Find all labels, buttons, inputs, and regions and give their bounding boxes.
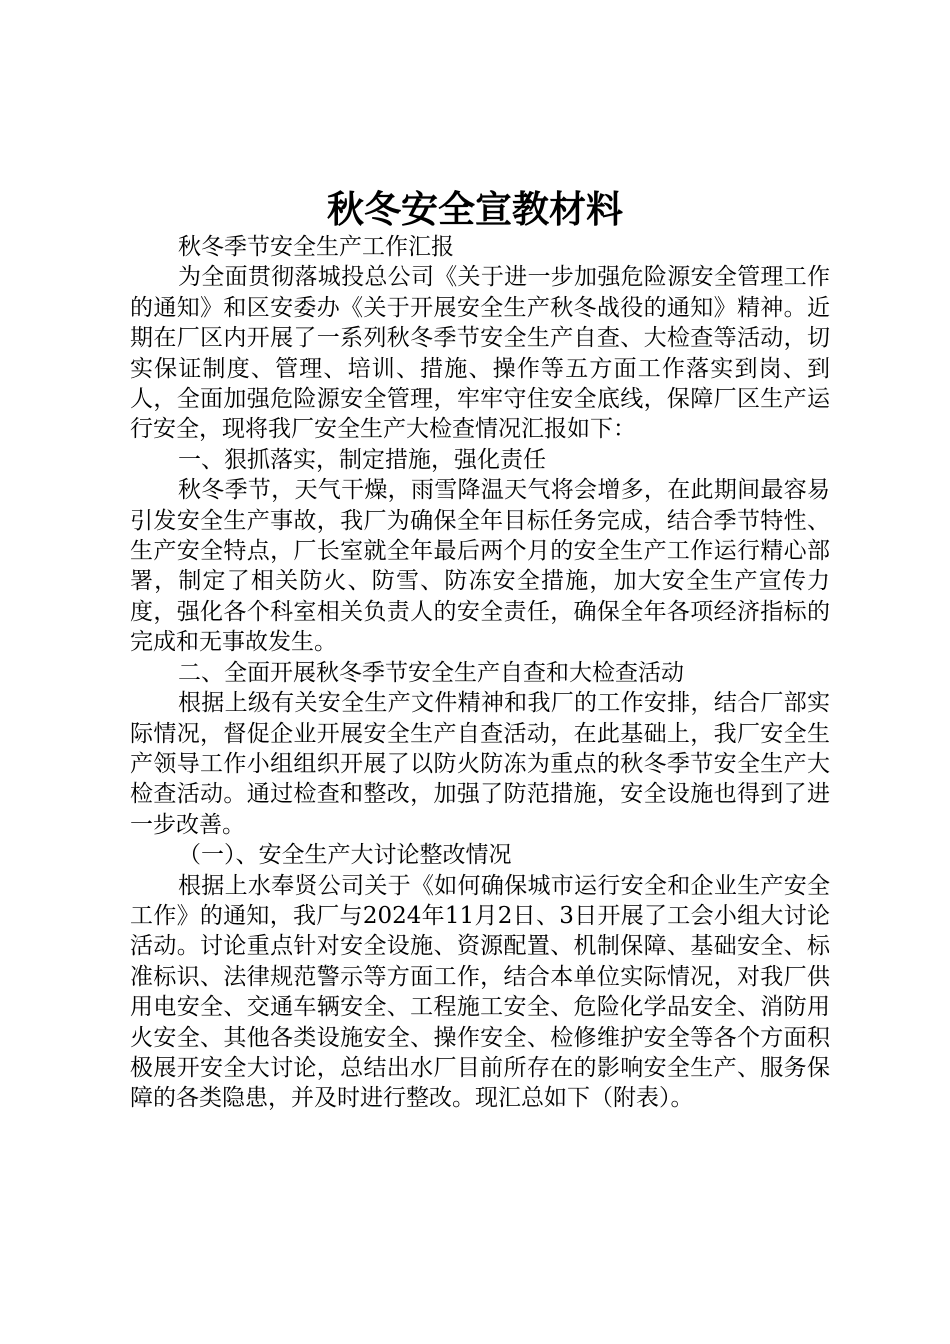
section-1-paragraph: 秋冬季节，天气干燥，雨雪降温天气将会增多，在此期间最容易引发安全生产事故，我厂为确保全年目标任务完成，结合季节特性、生产安全特点，厂长室就全年最后两个月的安全生产工作运行精心部署，制定了相关防火、防雪、防冻安全措施，加大安全生产宣传力度，强化各个科室相关负责人的安全责任，确保全年各项经济指标的完成和无事故发生。 — [130, 477, 830, 656]
report-subtitle: 秋冬季节安全生产工作汇报 — [178, 234, 454, 260]
section-heading-2: 二、全面开展秋冬季节安全生产自查和大检查活动 — [178, 659, 684, 686]
subsection-heading-1: （一）、安全生产大讨论整改情况 — [178, 842, 512, 869]
intro-paragraph: 为全面贯彻落城投总公司《关于进一步加强危险源安全管理工作的通知》和区安委办《关于开展安全生产秋冬战役的通知》精神。近期在厂区内开展了一系列秋冬季节安全生产自查、大检查等活动，切实保证制度、管理、培训、措施、操作等五方面工作落实到岗、到人，全面加强危险源安全管理，牢牢守住安全底线，保障厂区生产运行安全，现将我厂安全生产大检查情况汇报如下： — [130, 264, 830, 443]
subsection-1-paragraph: 根据上水奉贤公司关于《如何确保城市运行安全和企业生产安全工作》的通知，我厂与2024年11月2日、3日开展了工会小组大讨论活动。讨论重点针对安全设施、资源配置、机制保障、基础安全、标准标识、法律规范警示等方面工作，结合本单位实际情况，对我厂供用电安全、交通车辆安全、工程施工安全、危险化学品安全、消防用火安全、其他各类设施安全、操作安全、检修维护安全等各个方面积极展开安全大讨论，总结出水厂目前所存在的影响安全生产、服务保障的各类隐患，并及时进行整改。现汇总如下（附表）。 — [130, 872, 830, 1112]
section-2-paragraph: 根据上级有关安全生产文件精神和我厂的工作安排，结合厂部实际情况，督促企业开展安全生产自查活动，在此基础上，我厂安全生产领导工作小组组织开展了以防火防冻为重点的秋冬季节安全生产大检查活动。通过检查和整改，加强了防范措施，安全设施也得到了进一步改善。 — [130, 690, 830, 838]
section-heading-1: 一、狠抓落实，制定措施，强化责任 — [178, 446, 546, 473]
document-body — [130, 232, 830, 1114]
document-title: 秋冬安全宣教材料 — [327, 187, 623, 231]
